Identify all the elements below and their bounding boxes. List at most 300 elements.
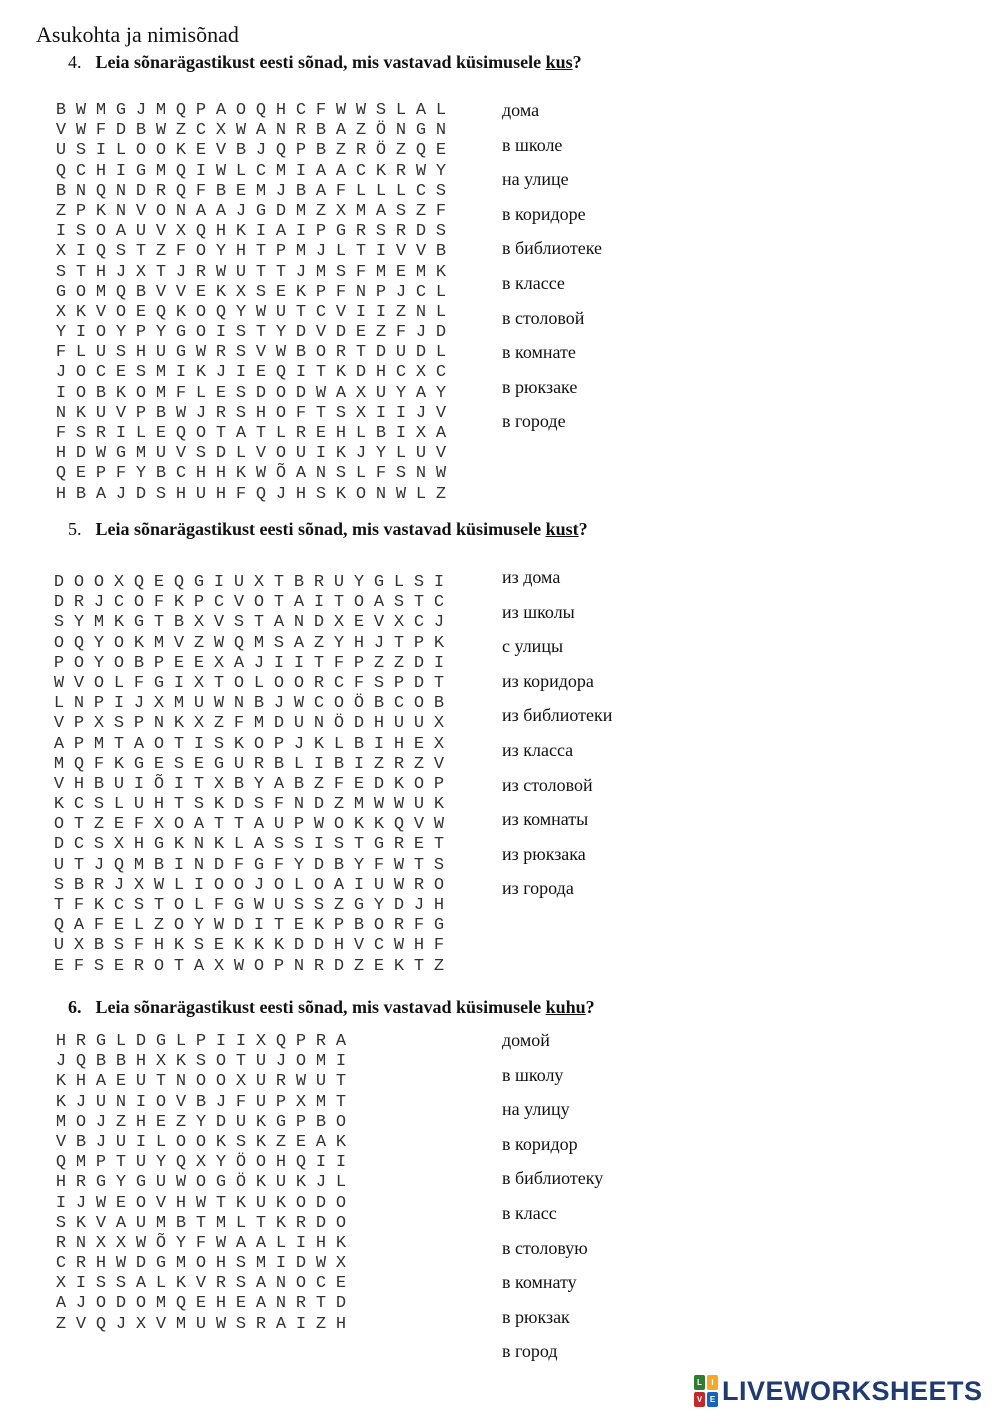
grid-letter: G — [133, 613, 145, 633]
grid-letter: V — [255, 444, 267, 464]
grid-letter: W — [115, 1254, 127, 1274]
grid-letter: V — [95, 1213, 107, 1233]
grid-letter: H — [135, 343, 147, 363]
grid-letter: X — [433, 714, 445, 734]
grid-letter: Q — [73, 754, 85, 774]
grid-letter: X — [213, 956, 225, 976]
grid-letter: H — [195, 464, 207, 484]
grid-letter: P — [95, 1153, 107, 1173]
grid-letter: A — [53, 734, 65, 754]
word-list-item: в рюкзак — [502, 1306, 570, 1327]
grid-letter: K — [133, 633, 145, 653]
grid-letter: B — [333, 754, 345, 774]
grid-letter: V — [155, 222, 167, 242]
grid-letter: O — [135, 1294, 147, 1314]
grid-letter: V — [213, 613, 225, 633]
grid-letter: H — [55, 444, 67, 464]
grid-letter: U — [133, 795, 145, 815]
grid-row — [51, 464, 451, 484]
grid-letter: O — [195, 1072, 207, 1092]
grid-letter: Z — [175, 121, 187, 141]
grid-letter: L — [435, 343, 447, 363]
grid-letter: S — [413, 573, 425, 592]
grid-letter: H — [55, 1173, 67, 1193]
grid-letter: I — [353, 875, 365, 895]
grid-letter: G — [135, 1173, 147, 1193]
grid-letter: W — [95, 444, 107, 464]
grid-letter: K — [255, 1173, 267, 1193]
grid-row — [51, 323, 451, 343]
grid-letter: T — [413, 593, 425, 613]
grid-letter: C — [113, 593, 125, 613]
question-keyword: kust — [545, 519, 579, 539]
grid-letter: J — [433, 613, 445, 633]
word-list-item: из коридора — [502, 670, 594, 691]
grid-letter: A — [333, 875, 345, 895]
grid-letter: F — [355, 262, 367, 282]
grid-letter: U — [235, 1112, 247, 1132]
grid-letter: P — [315, 222, 327, 242]
grid-letter: O — [333, 694, 345, 714]
grid-letter: Q — [133, 573, 145, 592]
grid-letter: A — [233, 653, 245, 673]
grid-letter: V — [135, 201, 147, 221]
grid-letter: I — [215, 1032, 227, 1051]
grid-letter: B — [433, 694, 445, 714]
grid-letter: D — [413, 673, 425, 693]
grid-letter: A — [275, 222, 287, 242]
grid-letter: S — [435, 222, 447, 242]
grid-letter: H — [215, 222, 227, 242]
grid-letter: K — [313, 916, 325, 936]
grid-letter: Ö — [353, 694, 365, 714]
grid-letter: S — [435, 181, 447, 201]
grid-letter: M — [353, 795, 365, 815]
word-list-item: в рюкзаке — [502, 376, 578, 397]
grid-letter: O — [413, 694, 425, 714]
grid-letter: W — [435, 464, 447, 484]
grid-letter: P — [273, 734, 285, 754]
grid-letter: Q — [255, 484, 267, 504]
grid-letter: Y — [195, 1112, 207, 1132]
grid-letter: L — [415, 484, 427, 504]
grid-letter: H — [255, 403, 267, 423]
grid-letter: Y — [373, 896, 385, 915]
word-list-item: в комнате — [502, 342, 576, 363]
grid-letter: N — [415, 464, 427, 484]
grid-letter: W — [253, 896, 265, 915]
word-list-item: в классе — [502, 273, 565, 293]
grid-letter: G — [55, 282, 67, 302]
grid-letter: R — [393, 916, 405, 936]
grid-letter: J — [195, 403, 207, 423]
grid-letter: U — [373, 875, 385, 895]
grid-letter: P — [135, 323, 147, 343]
grid-letter: W — [293, 694, 305, 714]
word-list-item: из комнаты — [502, 809, 589, 830]
grid-letter: B — [75, 1132, 87, 1152]
grid-letter: R — [75, 1032, 87, 1051]
grid-letter: X — [335, 201, 347, 221]
grid-letter: P — [375, 282, 387, 302]
grid-letter: M — [155, 1294, 167, 1314]
grid-letter: A — [293, 593, 305, 613]
grid-letter: K — [175, 1274, 187, 1294]
grid-letter: B — [173, 613, 185, 633]
grid-letter: P — [433, 774, 445, 794]
grid-letter: C — [433, 593, 445, 613]
word-list-item: в коридоре — [502, 203, 586, 224]
grid-letter: W — [315, 1254, 327, 1274]
grid-letter: E — [195, 141, 207, 161]
grid-letter: W — [393, 875, 405, 895]
grid-letter: P — [73, 714, 85, 734]
grid-letter: K — [433, 633, 445, 653]
grid-letter: O — [253, 593, 265, 613]
grid-letter: B — [293, 573, 305, 592]
grid-letter: E — [255, 363, 267, 383]
grid-letter: H — [375, 363, 387, 383]
grid-letter: B — [353, 916, 365, 936]
grid-letter: I — [315, 444, 327, 464]
grid-letter: M — [155, 1213, 167, 1233]
grid-letter: O — [195, 424, 207, 443]
grid-letter: S — [193, 795, 205, 815]
grid-letter: E — [395, 262, 407, 282]
grid-letter: Z — [115, 1112, 127, 1132]
grid-letter: G — [193, 573, 205, 592]
grid-letter: M — [315, 262, 327, 282]
grid-letter: L — [233, 835, 245, 855]
grid-letter: J — [275, 1052, 287, 1072]
grid-letter: B — [235, 141, 247, 161]
grid-letter: R — [395, 222, 407, 242]
grid-letter: W — [373, 795, 385, 815]
grid-letter: U — [315, 1072, 327, 1092]
grid-letter: N — [275, 1274, 287, 1294]
grid-letter: N — [315, 464, 327, 484]
grid-letter: I — [335, 1153, 347, 1173]
grid-letter: B — [95, 383, 107, 403]
grid-letter: X — [195, 1153, 207, 1173]
grid-letter: P — [133, 714, 145, 734]
liveworksheets-logo[interactable] — [694, 1375, 983, 1407]
grid-letter: U — [293, 714, 305, 734]
grid-letter: U — [95, 1092, 107, 1112]
grid-letter: C — [415, 282, 427, 302]
grid-letter: E — [413, 734, 425, 754]
grid-letter: T — [315, 403, 327, 423]
grid-letter: H — [175, 484, 187, 504]
grid-letter: N — [55, 403, 67, 423]
grid-letter: G — [175, 343, 187, 363]
grid-letter: E — [113, 815, 125, 835]
grid-letter: D — [233, 916, 245, 936]
grid-letter: O — [293, 673, 305, 693]
grid-row — [51, 424, 451, 444]
grid-letter: P — [195, 101, 207, 120]
grid-letter: V — [173, 633, 185, 653]
grid-letter: E — [115, 363, 127, 383]
grid-letter: K — [353, 815, 365, 835]
grid-letter: F — [195, 181, 207, 201]
grid-letter: J — [115, 484, 127, 504]
grid-letter: B — [435, 242, 447, 262]
grid-row — [51, 121, 451, 141]
grid-letter: X — [193, 714, 205, 734]
grid-letter: B — [155, 464, 167, 484]
grid-row — [49, 775, 449, 795]
grid-letter: D — [295, 1254, 307, 1274]
grid-letter: A — [235, 424, 247, 443]
grid-row — [49, 573, 449, 593]
grid-letter: R — [393, 835, 405, 855]
grid-letter: Q — [95, 181, 107, 201]
grid-letter: F — [133, 815, 145, 835]
grid-letter: E — [295, 1132, 307, 1152]
grid-letter: Z — [373, 754, 385, 774]
grid-letter: Z — [93, 815, 105, 835]
grid-row — [49, 714, 449, 734]
grid-letter: N — [375, 484, 387, 504]
grid-letter: X — [213, 774, 225, 794]
grid-letter: V — [435, 444, 447, 464]
grid-letter: K — [275, 1213, 287, 1233]
grid-letter: V — [435, 403, 447, 423]
grid-letter: Ö — [375, 121, 387, 141]
grid-letter: E — [373, 956, 385, 976]
grid-letter: C — [55, 1254, 67, 1274]
grid-letter: J — [93, 593, 105, 613]
grid-letter: W — [213, 916, 225, 936]
grid-letter: O — [315, 343, 327, 363]
grid-letter: O — [233, 875, 245, 895]
grid-letter: Q — [295, 1153, 307, 1173]
grid-letter: I — [173, 774, 185, 794]
grid-letter: Q — [73, 633, 85, 653]
grid-letter: C — [395, 363, 407, 383]
grid-letter: K — [235, 1193, 247, 1213]
grid-letter: I — [75, 323, 87, 343]
grid-letter: F — [353, 673, 365, 693]
grid-letter: F — [413, 916, 425, 936]
grid-letter: K — [173, 835, 185, 855]
grid-letter: T — [113, 734, 125, 754]
grid-letter: G — [115, 444, 127, 464]
grid-row — [51, 1315, 351, 1335]
grid-letter: L — [195, 383, 207, 403]
grid-letter: K — [235, 222, 247, 242]
grid-letter: G — [115, 101, 127, 120]
grid-letter: N — [275, 1294, 287, 1314]
grid-letter: U — [233, 754, 245, 774]
grid-letter: M — [253, 714, 265, 734]
grid-letter: X — [255, 1032, 267, 1051]
grid-letter: D — [335, 323, 347, 343]
grid-letter: L — [335, 1173, 347, 1193]
grid-row — [49, 755, 449, 775]
document-title: Asukohta ja nimisõnad — [36, 22, 239, 47]
grid-row — [51, 1093, 351, 1113]
grid-letter: X — [235, 282, 247, 302]
grid-letter: W — [215, 1233, 227, 1253]
grid-letter: Q — [75, 1052, 87, 1072]
grid-letter: Z — [315, 201, 327, 221]
grid-letter: B — [135, 121, 147, 141]
grid-letter: A — [255, 1233, 267, 1253]
grid-letter: A — [193, 956, 205, 976]
grid-letter: Q — [275, 141, 287, 161]
grid-letter: V — [175, 444, 187, 464]
grid-letter: I — [235, 1032, 247, 1051]
grid-letter: E — [155, 1112, 167, 1132]
logo-badge-letter: E — [707, 1392, 718, 1407]
grid-letter: Y — [375, 444, 387, 464]
grid-letter: O — [353, 593, 365, 613]
grid-letter: O — [95, 323, 107, 343]
grid-letter: O — [373, 916, 385, 936]
grid-letter: Y — [333, 633, 345, 653]
grid-letter: R — [315, 1032, 327, 1051]
grid-letter: O — [173, 896, 185, 915]
grid-letter: A — [335, 383, 347, 403]
grid-letter: J — [55, 1052, 67, 1072]
grid-row — [51, 1113, 351, 1133]
grid-letter: O — [133, 593, 145, 613]
grid-letter: D — [53, 593, 65, 613]
grid-letter: U — [113, 774, 125, 794]
grid-letter: D — [315, 1193, 327, 1213]
grid-letter: K — [75, 403, 87, 423]
grid-letter: E — [153, 573, 165, 592]
grid-letter: K — [433, 795, 445, 815]
grid-letter: W — [233, 956, 245, 976]
grid-letter: L — [375, 181, 387, 201]
grid-letter: C — [355, 161, 367, 181]
grid-letter: G — [275, 1112, 287, 1132]
grid-letter: M — [133, 855, 145, 875]
grid-letter: Ö — [333, 714, 345, 734]
grid-row — [49, 896, 449, 916]
grid-letter: B — [75, 484, 87, 504]
grid-row — [49, 694, 449, 714]
grid-letter: H — [333, 936, 345, 956]
grid-letter: K — [93, 896, 105, 915]
grid-letter: W — [215, 1314, 227, 1334]
grid-letter: Y — [155, 323, 167, 343]
grid-letter: I — [55, 1193, 67, 1213]
grid-letter: B — [295, 343, 307, 363]
grid-letter: R — [75, 1254, 87, 1274]
grid-letter: X — [355, 403, 367, 423]
grid-letter: X — [433, 734, 445, 754]
grid-letter: O — [335, 1112, 347, 1132]
grid-letter: O — [93, 673, 105, 693]
grid-letter: H — [413, 936, 425, 956]
grid-letter: G — [135, 161, 147, 181]
grid-letter: W — [175, 1173, 187, 1193]
grid-letter: W — [275, 343, 287, 363]
grid-row — [51, 303, 451, 323]
grid-letter: Y — [73, 613, 85, 633]
grid-letter: H — [135, 1052, 147, 1072]
grid-letter: D — [53, 835, 65, 855]
word-search-grid-4 — [51, 101, 451, 505]
grid-letter: A — [295, 464, 307, 484]
grid-letter: X — [253, 573, 265, 592]
grid-letter: J — [415, 403, 427, 423]
grid-letter: G — [155, 1254, 167, 1274]
grid-letter: W — [255, 464, 267, 484]
word-list-item: из класса — [502, 740, 574, 760]
grid-letter: U — [115, 1132, 127, 1152]
grid-letter: J — [255, 141, 267, 161]
grid-row — [51, 141, 451, 161]
grid-letter: O — [75, 282, 87, 302]
grid-letter: T — [255, 1213, 267, 1233]
grid-row — [51, 1032, 351, 1052]
grid-letter: Õ — [155, 1233, 167, 1253]
grid-letter: O — [275, 444, 287, 464]
word-list-item: в городе — [502, 411, 566, 432]
grid-letter: O — [153, 956, 165, 976]
grid-letter: O — [135, 1193, 147, 1213]
grid-letter: I — [433, 653, 445, 673]
grid-letter: F — [93, 754, 105, 774]
grid-letter: H — [335, 424, 347, 443]
grid-letter: A — [375, 201, 387, 221]
grid-letter: A — [115, 1213, 127, 1233]
grid-letter: A — [255, 121, 267, 141]
grid-letter: M — [315, 1052, 327, 1072]
grid-letter: J — [75, 1294, 87, 1314]
grid-letter: O — [275, 403, 287, 423]
grid-letter: V — [175, 1092, 187, 1112]
grid-letter: R — [93, 875, 105, 895]
grid-letter: I — [295, 363, 307, 383]
logo-badge-letter: I — [707, 1375, 718, 1390]
grid-letter: H — [215, 464, 227, 484]
grid-letter: C — [95, 363, 107, 383]
grid-letter: V — [55, 1132, 67, 1152]
grid-letter: I — [395, 403, 407, 423]
grid-letter: U — [193, 694, 205, 714]
grid-letter: K — [233, 936, 245, 956]
grid-letter: B — [133, 653, 145, 673]
grid-letter: X — [155, 1052, 167, 1072]
grid-letter: I — [213, 573, 225, 592]
grid-letter: O — [75, 363, 87, 383]
grid-letter: T — [433, 835, 445, 855]
grid-letter: R — [395, 161, 407, 181]
grid-letter: A — [193, 815, 205, 835]
grid-letter: K — [115, 383, 127, 403]
question-text: Leia sõnarägastikust eesti sõnad, mis vastavad küsimusele — [95, 52, 542, 72]
grid-letter: T — [173, 795, 185, 815]
grid-letter: A — [115, 222, 127, 242]
grid-letter: Q — [55, 1153, 67, 1173]
grid-letter: E — [215, 383, 227, 403]
grid-letter: O — [215, 1072, 227, 1092]
grid-letter: H — [215, 1294, 227, 1314]
grid-letter: L — [235, 1213, 247, 1233]
grid-letter: A — [415, 101, 427, 120]
grid-letter: T — [313, 653, 325, 673]
grid-letter: I — [75, 242, 87, 262]
grid-letter: Y — [215, 242, 227, 262]
grid-letter: T — [433, 673, 445, 693]
grid-letter: S — [293, 896, 305, 915]
